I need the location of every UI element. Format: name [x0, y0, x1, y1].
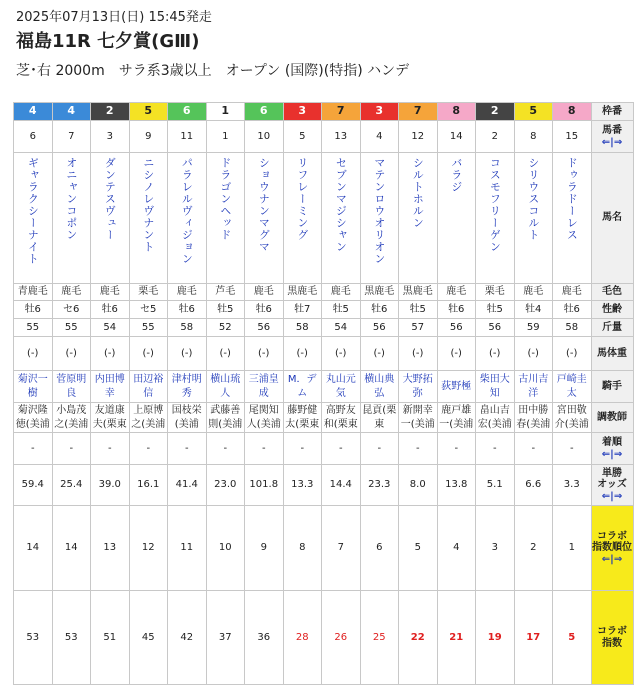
waku-cell: 6	[168, 103, 207, 121]
sex-age-cell: 牡6	[91, 301, 130, 319]
collab-index-cell: 42	[168, 591, 207, 685]
horse-name-cell[interactable]	[245, 153, 284, 284]
coat-cell: 青鹿毛	[14, 284, 53, 301]
waku-cell: 8	[553, 103, 592, 121]
trainer-row	[14, 403, 634, 433]
row-label	[591, 433, 633, 465]
finish-cell: -	[245, 433, 284, 465]
body-weight-cell: (-)	[168, 337, 207, 371]
row-label	[591, 121, 633, 153]
odds-cell: 5.1	[476, 465, 515, 506]
trainer-cell	[476, 403, 515, 433]
trainer-cell	[399, 403, 438, 433]
body-weight-cell: (-)	[514, 337, 553, 371]
sex-age-cell: 牡5	[206, 301, 245, 319]
row-label-text: コラボ	[597, 626, 627, 637]
row-label	[591, 337, 633, 371]
weight-cell: 58	[553, 319, 592, 337]
odds-cell: 23.0	[206, 465, 245, 506]
row-label-text: 単勝	[602, 467, 622, 479]
collab-index-cell: 53	[52, 591, 91, 685]
umaban-cell: 5	[283, 121, 322, 153]
sort-arrows[interactable]: ⇐|⇒	[601, 136, 623, 148]
sex-age-cell: 牡5	[399, 301, 438, 319]
jockey-cell[interactable]	[322, 371, 361, 403]
row-label-text: 着順	[602, 437, 622, 448]
sex-age-cell: 牡7	[283, 301, 322, 319]
coat-cell: 鹿毛	[322, 284, 361, 301]
trainer-text: 田中勝春(美浦	[516, 405, 551, 430]
collab-rank-cell: 7	[322, 506, 361, 591]
jockey-cell[interactable]	[399, 371, 438, 403]
collab-rank-cell: 6	[360, 506, 399, 591]
trainer-text: 畠山吉宏(美浦	[477, 405, 512, 430]
finish-cell: -	[322, 433, 361, 465]
row-label-text: 指数順位	[592, 542, 632, 554]
horse-name-link[interactable]: コスモフリーゲン	[488, 157, 502, 253]
weight-cell: 56	[360, 319, 399, 337]
body-weight-cell: (-)	[91, 337, 130, 371]
sort-arrows[interactable]: ⇐|⇒	[601, 490, 623, 502]
jockey-link[interactable]: 横山琉人	[210, 374, 241, 399]
horse-name-cell[interactable]	[129, 153, 168, 284]
finish-cell: -	[91, 433, 130, 465]
jockey-cell[interactable]	[245, 371, 284, 403]
weight-cell: 56	[437, 319, 476, 337]
waku-cell: 7	[322, 103, 361, 121]
waku-cell: 4	[14, 103, 53, 121]
jockey-cell[interactable]	[206, 371, 245, 403]
sex-age-cell: セ5	[129, 301, 168, 319]
odds-cell: 3.3	[553, 465, 592, 506]
finish-cell: -	[283, 433, 322, 465]
trainer-cell	[322, 403, 361, 433]
trainer-text: 国枝栄(美浦	[171, 405, 202, 430]
weight-cell: 52	[206, 319, 245, 337]
row-label-text: 馬名	[602, 212, 622, 224]
collab-rank-cell: 14	[14, 506, 53, 591]
jockey-link[interactable]: 三浦皇成	[248, 374, 279, 399]
coat-cell: 鹿毛	[168, 284, 207, 301]
waku-cell: 5	[129, 103, 168, 121]
odds-cell: 13.8	[437, 465, 476, 506]
collab-index-cell: 28	[283, 591, 322, 685]
collab-rank-cell: 1	[553, 506, 592, 591]
odds-cell: 6.6	[514, 465, 553, 506]
sex-age-cell: 牡6	[360, 301, 399, 319]
horse-name-cell[interactable]	[91, 153, 130, 284]
jockey-cell[interactable]	[476, 371, 515, 403]
waku-cell: 3	[360, 103, 399, 121]
trainer-text: 鹿戸雄一(美浦	[439, 405, 474, 430]
horse-name-row	[14, 153, 634, 284]
coat-cell: 芦毛	[206, 284, 245, 301]
coat-row	[14, 284, 634, 301]
umaban-cell: 10	[245, 121, 284, 153]
body-weight-cell: (-)	[476, 337, 515, 371]
finish-cell: -	[129, 433, 168, 465]
umaban-cell: 6	[14, 121, 53, 153]
weight-cell: 59	[514, 319, 553, 337]
body-weight-cell: (-)	[360, 337, 399, 371]
collab-index-cell: 17	[514, 591, 553, 685]
finish-cell: -	[514, 433, 553, 465]
umaban-cell: 12	[399, 121, 438, 153]
row-label-text: 指数	[602, 637, 622, 649]
collab-index-cell: 26	[322, 591, 361, 685]
collab-rank-cell: 8	[283, 506, 322, 591]
row-label-text: オッズ	[597, 479, 627, 491]
horse-name-cell[interactable]	[360, 153, 399, 284]
collab-rank-cell: 12	[129, 506, 168, 591]
finish-cell: -	[168, 433, 207, 465]
horse-name-link[interactable]: セブンマジシャン	[334, 157, 348, 253]
horse-name-link[interactable]: オニャンコポン	[64, 157, 78, 241]
weight-cell: 58	[283, 319, 322, 337]
jockey-link[interactable]: 大野拓弥	[402, 374, 433, 399]
coat-cell: 黒鹿毛	[360, 284, 399, 301]
collab-rank-cell: 13	[91, 506, 130, 591]
row-label-text: 毛色	[602, 286, 622, 298]
umaban-cell: 7	[52, 121, 91, 153]
collab-rank-cell: 4	[437, 506, 476, 591]
umaban-cell: 15	[553, 121, 592, 153]
jockey-cell[interactable]	[91, 371, 130, 403]
sex-age-cell: 牡6	[14, 301, 53, 319]
finish-row	[14, 433, 634, 465]
horse-name-cell[interactable]	[168, 153, 207, 284]
sex-age-cell: 牡6	[553, 301, 592, 319]
sex-age-cell: セ6	[52, 301, 91, 319]
sex-age-cell: 牡5	[322, 301, 361, 319]
coat-cell: 鹿毛	[553, 284, 592, 301]
finish-cell: -	[553, 433, 592, 465]
waku-cell: 6	[245, 103, 284, 121]
horse-name-link[interactable]: ドラゴンヘッド	[218, 157, 232, 241]
trainer-cell	[52, 403, 91, 433]
sort-arrows[interactable]: ⇐|⇒	[601, 553, 623, 565]
odds-row	[14, 465, 634, 506]
body-weight-cell: (-)	[245, 337, 284, 371]
row-label	[591, 465, 633, 506]
collab-index-cell: 53	[14, 591, 53, 685]
trainer-text: 上原博之(美浦	[131, 405, 166, 430]
row-label	[591, 403, 633, 433]
horse-name-cell[interactable]	[206, 153, 245, 284]
row-label-text: 性齢	[602, 303, 622, 315]
jockey-link[interactable]: 柴田大知	[479, 374, 510, 399]
body-weight-cell: (-)	[129, 337, 168, 371]
collab-index-cell: 36	[245, 591, 284, 685]
jockey-cell[interactable]	[52, 371, 91, 403]
row-label-text: 枠番	[602, 105, 622, 117]
coat-cell: 鹿毛	[245, 284, 284, 301]
weight-cell: 55	[129, 319, 168, 337]
sex-age-cell: 牡5	[476, 301, 515, 319]
odds-cell: 16.1	[129, 465, 168, 506]
odds-cell: 13.3	[283, 465, 322, 506]
jockey-cell[interactable]	[514, 371, 553, 403]
trainer-cell	[206, 403, 245, 433]
horse-name-link[interactable]: パラレルヴィジョン	[180, 157, 194, 265]
row-label-text: 馬番	[602, 125, 622, 136]
waku-cell: 8	[437, 103, 476, 121]
odds-cell: 25.4	[52, 465, 91, 506]
trainer-cell	[129, 403, 168, 433]
collab-rank-cell: 5	[399, 506, 438, 591]
collab-rank-cell: 11	[168, 506, 207, 591]
collab-rank-cell: 3	[476, 506, 515, 591]
weight-cell: 56	[245, 319, 284, 337]
row-label	[591, 284, 633, 301]
collab-index-row	[14, 591, 634, 685]
weight-cell: 58	[168, 319, 207, 337]
coat-cell: 栗毛	[476, 284, 515, 301]
odds-cell: 8.0	[399, 465, 438, 506]
umaban-cell: 3	[91, 121, 130, 153]
jockey-link[interactable]: 田辺裕信	[133, 374, 164, 399]
jockey-cell[interactable]	[283, 371, 322, 403]
row-label	[591, 591, 633, 685]
collab-rank-cell: 14	[52, 506, 91, 591]
umaban-cell: 2	[476, 121, 515, 153]
collab-rank-cell: 10	[206, 506, 245, 591]
horse-name-link[interactable]: シルトホルン	[411, 157, 425, 229]
odds-cell: 23.3	[360, 465, 399, 506]
finish-cell: -	[476, 433, 515, 465]
coat-cell: 黒鹿毛	[399, 284, 438, 301]
horse-name-cell[interactable]	[52, 153, 91, 284]
horse-name-link[interactable]: マテンロウオリオン	[372, 157, 386, 265]
waku-cell: 7	[399, 103, 438, 121]
collab-index-cell: 5	[553, 591, 592, 685]
umaban-cell: 11	[168, 121, 207, 153]
jockey-link[interactable]: 古川吉洋	[518, 374, 549, 399]
odds-cell: 41.4	[168, 465, 207, 506]
row-label	[591, 319, 633, 337]
row-label	[591, 371, 633, 403]
umaban-cell: 1	[206, 121, 245, 153]
horse-name-cell[interactable]	[14, 153, 53, 284]
jockey-link[interactable]: 戸崎圭太	[556, 374, 587, 399]
odds-cell: 39.0	[91, 465, 130, 506]
row-label	[591, 103, 633, 121]
row-label	[591, 506, 633, 591]
horse-name-cell[interactable]	[514, 153, 553, 284]
trainer-text: 昆貢(栗東	[362, 405, 397, 430]
finish-cell: -	[360, 433, 399, 465]
jockey-cell[interactable]	[360, 371, 399, 403]
weight-cell: 56	[476, 319, 515, 337]
coat-cell: 鹿毛	[91, 284, 130, 301]
weight-cell: 54	[322, 319, 361, 337]
trainer-text: 小島茂之(美浦	[54, 405, 89, 430]
jockey-cell[interactable]	[437, 371, 476, 403]
trainer-cell	[514, 403, 553, 433]
trainer-cell	[283, 403, 322, 433]
race-title: 福島11R 七夕賞(GⅢ)	[16, 31, 200, 52]
waku-cell: 4	[52, 103, 91, 121]
umaban-cell: 4	[360, 121, 399, 153]
jockey-cell[interactable]	[553, 371, 592, 403]
trainer-text: 高野友和(栗東	[323, 405, 358, 430]
collab-rank-cell: 2	[514, 506, 553, 591]
coat-cell: 黒鹿毛	[283, 284, 322, 301]
horse-name-link[interactable]: ダンテスヴュー	[103, 157, 117, 241]
horse-name-cell[interactable]	[476, 153, 515, 284]
body-weight-row	[14, 337, 634, 371]
collab-index-cell: 19	[476, 591, 515, 685]
trainer-text: 新開幸一(美浦	[400, 405, 435, 430]
body-weight-cell: (-)	[553, 337, 592, 371]
body-weight-cell: (-)	[399, 337, 438, 371]
sex-age-row	[14, 301, 634, 319]
waku-cell: 5	[514, 103, 553, 121]
umaban-cell: 8	[514, 121, 553, 153]
race-date: 2025年07月13日(日) 15:45発走	[16, 10, 212, 25]
odds-cell: 14.4	[322, 465, 361, 506]
collab-index-cell: 37	[206, 591, 245, 685]
umaban-row	[14, 121, 634, 153]
horse-name-link[interactable]: バラジ	[449, 157, 463, 193]
row-label-text: 騎手	[602, 380, 622, 392]
trainer-cell	[91, 403, 130, 433]
collab-index-cell: 45	[129, 591, 168, 685]
jockey-link[interactable]: 津村明秀	[171, 374, 202, 399]
trainer-cell	[360, 403, 399, 433]
weight-cell: 55	[52, 319, 91, 337]
finish-cell: -	[206, 433, 245, 465]
jockey-cell[interactable]	[14, 371, 53, 403]
collab-index-cell: 21	[437, 591, 476, 685]
finish-cell: -	[14, 433, 53, 465]
horse-name-link[interactable]: シリウスコルト	[526, 157, 540, 241]
collab-rank-row	[14, 506, 634, 591]
jockey-link[interactable]: 菅原明良	[56, 374, 87, 399]
trainer-text: 菊沢隆徳(美浦	[15, 405, 50, 430]
coat-cell: 鹿毛	[52, 284, 91, 301]
coat-cell: 鹿毛	[437, 284, 476, 301]
row-label-text: 馬体重	[597, 347, 627, 359]
body-weight-cell: (-)	[14, 337, 53, 371]
horse-name-link[interactable]: リフレーミング	[295, 157, 309, 241]
waku-cell: 2	[91, 103, 130, 121]
finish-cell: -	[437, 433, 476, 465]
trainer-text: 友道康夫(栗東	[92, 405, 127, 430]
trainer-text: 武藤善則(美浦	[208, 405, 243, 430]
horse-name-link[interactable]: ニシノレヴナント	[141, 157, 155, 253]
trainer-cell	[437, 403, 476, 433]
sex-age-cell: 牡6	[437, 301, 476, 319]
row-label	[591, 301, 633, 319]
body-weight-cell: (-)	[206, 337, 245, 371]
horse-name-cell[interactable]	[553, 153, 592, 284]
trainer-cell	[245, 403, 284, 433]
race-conditions: 芝･右 2000m サラ系3歳以上 オープン (国際)(特指) ハンデ	[16, 63, 410, 79]
row-label	[591, 153, 633, 284]
horse-name-cell[interactable]	[437, 153, 476, 284]
trainer-cell	[14, 403, 53, 433]
jockey-link[interactable]: 荻野極	[441, 380, 472, 392]
waku-cell: 3	[283, 103, 322, 121]
jockey-cell[interactable]	[168, 371, 207, 403]
umaban-cell: 9	[129, 121, 168, 153]
coat-cell: 鹿毛	[514, 284, 553, 301]
body-weight-cell: (-)	[52, 337, 91, 371]
sex-age-cell: 牡4	[514, 301, 553, 319]
weight-row	[14, 319, 634, 337]
trainer-text: 宮田敬介(美浦	[554, 405, 589, 430]
body-weight-cell: (-)	[283, 337, 322, 371]
weight-cell: 54	[91, 319, 130, 337]
coat-cell: 栗毛	[129, 284, 168, 301]
odds-cell: 101.8	[245, 465, 284, 506]
waku-cell: 1	[206, 103, 245, 121]
row-label-text: 斤量	[602, 321, 622, 333]
horse-name-cell[interactable]	[322, 153, 361, 284]
jockey-link[interactable]: 菊沢一樹	[17, 374, 48, 399]
umaban-cell: 14	[437, 121, 476, 153]
sort-arrows[interactable]: ⇐|⇒	[601, 448, 623, 460]
horse-name-link[interactable]: ギャラクシーナイト	[26, 157, 40, 265]
jockey-row	[14, 371, 634, 403]
collab-index-cell: 51	[91, 591, 130, 685]
trainer-cell	[553, 403, 592, 433]
horse-name-link[interactable]: ショウナンマグマ	[257, 157, 271, 253]
trainer-cell	[168, 403, 207, 433]
horse-name-cell[interactable]	[283, 153, 322, 284]
entry-table	[13, 102, 634, 685]
jockey-link[interactable]: M．デム	[287, 374, 317, 399]
umaban-cell: 13	[322, 121, 361, 153]
weight-cell: 57	[399, 319, 438, 337]
finish-cell: -	[52, 433, 91, 465]
row-label-text: 調教師	[597, 411, 627, 423]
waku-row	[14, 103, 634, 121]
body-weight-cell: (-)	[437, 337, 476, 371]
jockey-link[interactable]: 内田博幸	[94, 374, 125, 399]
finish-cell: -	[399, 433, 438, 465]
body-weight-cell: (-)	[322, 337, 361, 371]
trainer-text: 尾関知人(美浦	[246, 405, 281, 430]
jockey-link[interactable]: 丸山元気	[325, 374, 356, 399]
odds-cell: 59.4	[14, 465, 53, 506]
waku-cell: 2	[476, 103, 515, 121]
trainer-text: 藤野健太(栗東	[285, 405, 320, 430]
horse-name-link[interactable]: ドゥラドーレス	[565, 157, 579, 241]
sex-age-cell: 牡6	[245, 301, 284, 319]
sex-age-cell: 牡6	[168, 301, 207, 319]
collab-rank-cell: 9	[245, 506, 284, 591]
collab-index-cell: 25	[360, 591, 399, 685]
jockey-cell[interactable]	[129, 371, 168, 403]
row-label-text: コラボ	[597, 530, 627, 542]
horse-name-cell[interactable]	[399, 153, 438, 284]
collab-index-cell: 22	[399, 591, 438, 685]
weight-cell: 55	[14, 319, 53, 337]
jockey-link[interactable]: 横山典弘	[364, 374, 395, 399]
